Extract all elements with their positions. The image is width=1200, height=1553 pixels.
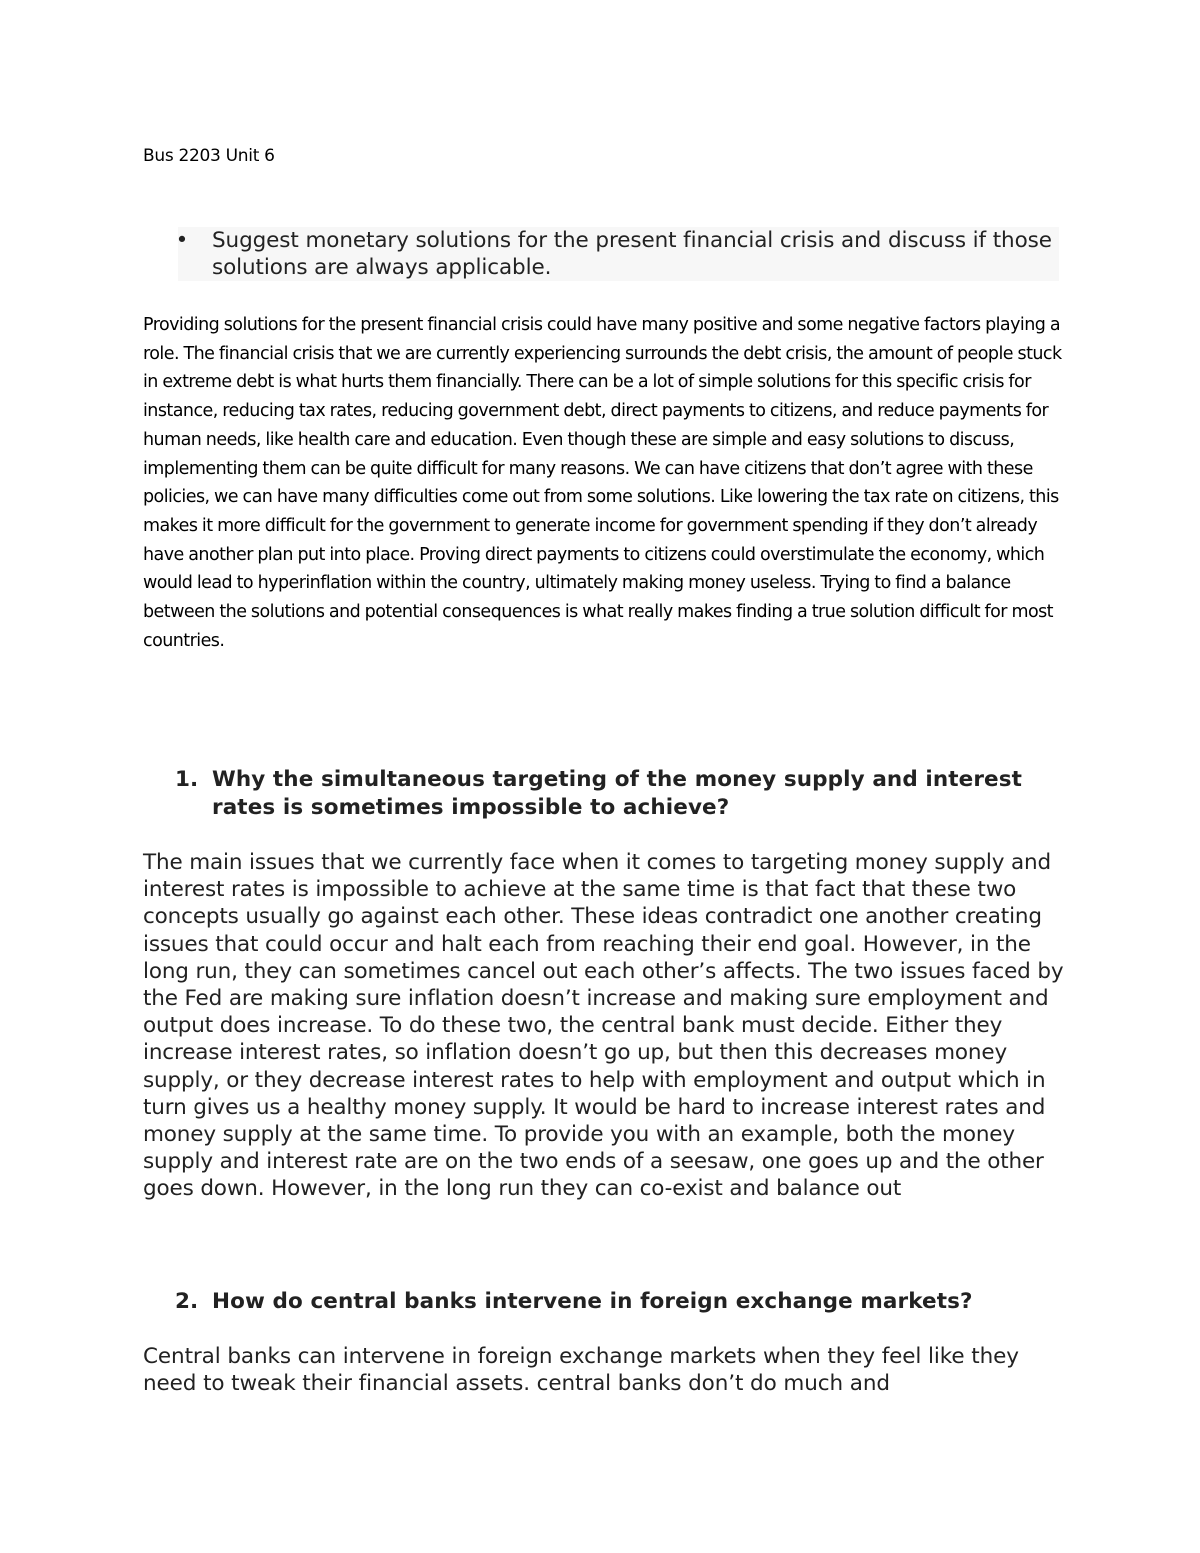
question-heading-1 bbox=[143, 766, 1043, 822]
bullet-icon: • bbox=[175, 228, 189, 253]
question-number-1: 1. bbox=[175, 767, 199, 792]
document-title: Bus 2203 Unit 6 bbox=[143, 146, 275, 166]
answer-paragraph-1: Providing solutions for the present financial crisis could have many positive and some negative factors playing a role. The financial crisis that we are currently experiencing surrounds the debt crisis, the amount of people stuck in extreme debt is what hurts them financially. There can be a lot of simple solutions for this specific crisis for instance, reducing tax rates, reducing government debt, direct payments to citizens, and reduce payments for human needs, like health care and education. Even though these are simple and easy solutions to discuss, implementing them can be quite difficult for many reasons. We can have citizens that don’t agree with these policies, we can have many difficulties come out from some solutions. Like lowering the tax rate on citizens, this makes it more difficult for the government to generate income for government spending if they don’t already have another plan put into place. Proving direct payments to citizens could overstimulate the economy, which would lead to hyperinflation within the country, ultimately making money useless. Trying to find a balance between the solutions and potential consequences is what really makes finding a true solution difficult for most countries. bbox=[143, 315, 1062, 651]
question-heading-2 bbox=[143, 1288, 1043, 1316]
prompt-bullet bbox=[175, 227, 1059, 281]
prompt-text: Suggest monetary solutions for the present financial crisis and discuss if those solutions are always applicable. bbox=[212, 228, 1052, 280]
question-text-2: How do central banks intervene in foreign exchange markets? bbox=[212, 1289, 973, 1314]
question-number-2: 2. bbox=[175, 1289, 199, 1314]
answer-paragraph-2: The main issues that we currently face when it comes to targeting money supply and interest rates is impossible to achieve at the same time is that fact that these two concepts usually go against each other. These ideas contradict one another creating issues that could occur and halt each from reaching their end goal. However, in the long run, they can sometimes cancel out each other’s affects. The two issues faced by the Fed are making sure inflation doesn’t increase and making sure employment and output does increase. To do these two, the central bank must decide. Either they increase interest rates, so inflation doesn’t go up, but then this decreases money supply, or they decrease interest rates to help with employment and output which in turn gives us a healthy money supply. It would be hard to increase interest rates and money supply at the same time. To provide you with an example, both the money supply and interest rate are on the two ends of a seesaw, one goes up and the other goes down. However, in the long run they can co-exist and balance out bbox=[143, 850, 1064, 1202]
question-text-1: Why the simultaneous targeting of the money supply and interest rates is sometimes impossible to achieve? bbox=[212, 767, 1022, 820]
answer-paragraph-3: Central banks can intervene in foreign exchange markets when they feel like they need to tweak their financial assets. central banks don’t do much and bbox=[143, 1344, 1019, 1397]
